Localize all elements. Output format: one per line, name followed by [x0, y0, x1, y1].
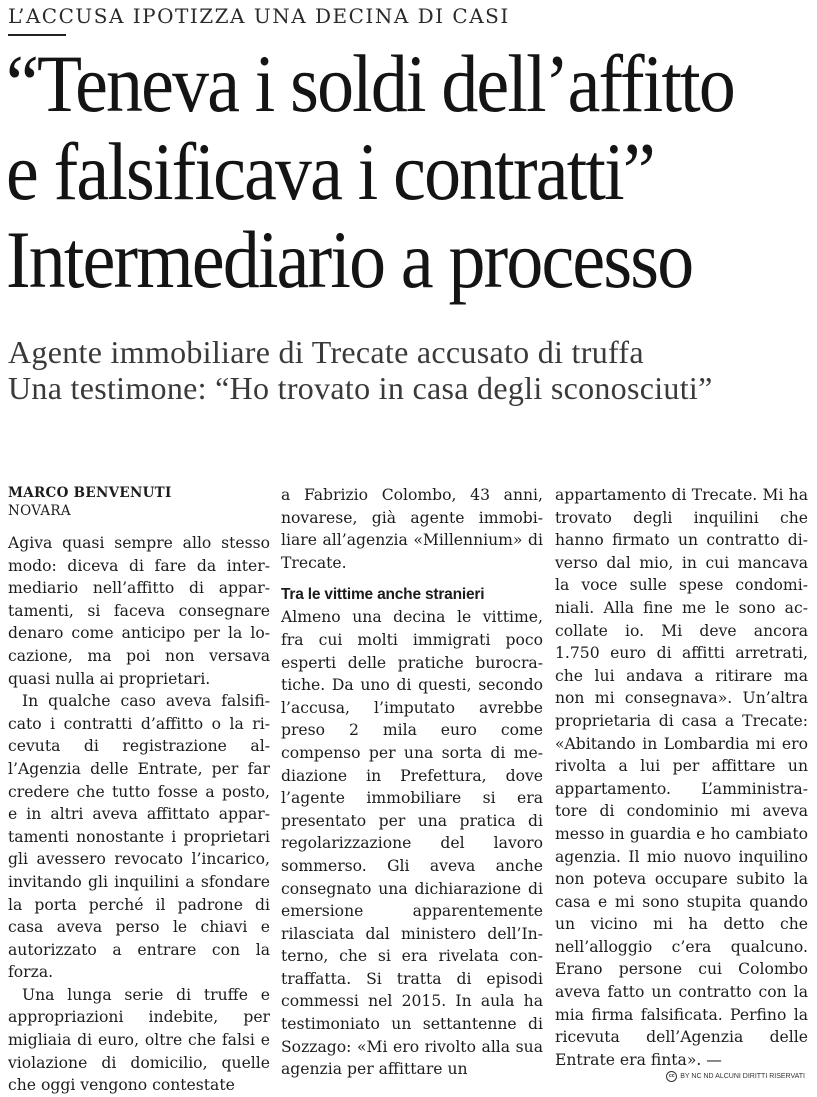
headline-line-3: Intermediario a processo [6, 214, 693, 305]
paragraph-4: a Fabrizio Colombo, 43 anni, novarese, già agente immobiliare all’agenzia «Millennium» di Trecate. [281, 486, 543, 572]
paragraph-2: In qualche caso aveva falsificato i contratti d’affitto o la ricevuta di registrazione all’Agenzia delle Entrate, per far credere che tutto fosse a posto, e in altri aveva affittato appartamenti nonostante i proprietari gli avessero revocato l’incarico, invitando gli inquilini a sfondare la porta perché il padrone di casa aveva perso le chiavi e autorizzato a entrare con la forza. [8, 692, 270, 982]
headline-line-2: e falsificava i contratti” [6, 126, 654, 217]
paragraph-3: Una lunga serie di truffe e appropriazioni indebite, per migliaia di euro, oltre che falsi e violazione di domicilio, quelle che oggi vengono contestate [8, 985, 270, 1095]
headline [6, 38, 734, 305]
byline-author: MARCO BENVENUTI [8, 485, 172, 501]
headline-line-1: “Teneva i soldi dell’affitto [6, 38, 734, 129]
article-column-2 [281, 484, 543, 1081]
subhead-line-2: Una testimone: “Ho trovato in casa degli sconosciuti” [8, 370, 713, 406]
section-subheading: Tra le vittime anche stranieri [281, 586, 485, 604]
subhead [8, 334, 813, 406]
article-column-3 [555, 484, 808, 1071]
byline-city: NOVARA [8, 503, 71, 519]
kicker-rule [8, 34, 66, 36]
paragraph-5: Almeno una decina le vittime, fra cui molti immigrati poco esperti delle pratiche burocratiche. Da uno di questi, secondo l’accusa, l’imputato avrebbe preso 2 mila euro come compenso per una sorta di mediazione in Prefettura, dove l’agente immobiliare si era presentato per una pratica di regolarizzazione del lavoro sommerso. Gli aveva anche consegnato una dichiarazione di emersione apparentemente rilasciata dal ministero dell’Interno, che si era rivelata contraffatta. Si tratta di episodi commessi nel 2015. In aula ha testimoniato un settantenne di Sozzago: «Mi ero rivolto alla sua agenzia per affittare un [281, 608, 543, 1079]
article-column-1 [8, 484, 270, 1097]
license-notice [666, 1071, 805, 1082]
paragraph-1: Agiva quasi sempre allo stesso modo: diceva di fare da intermediario nell’affitto di appartamenti, si faceva consegnare denaro come anticipo per la locazione, ma poi non versava quasi nulla ai proprietari. [8, 534, 270, 688]
license-text: BY NC ND ALCUNI DIRITTI RISERVATI [680, 1073, 805, 1080]
kicker: L’ACCUSA IPOTIZZA UNA DECINA DI CASI [8, 4, 510, 28]
subhead-line-1: Agente immobiliare di Trecate accusato di truffa [8, 334, 644, 370]
creative-commons-icon: cc [666, 1071, 677, 1082]
paragraph-6: appartamento di Trecate. Mi ha trovato degli inquilini che hanno firmato un contratto diverso dal mio, in cui mancava la voce sulle spese condominiali. Alla fine me le sono accollate io. Mi deve ancora 1.750 euro di affitti arretrati, che lui andava a ritirare ma non mi consegnava». Un’altra proprietaria di casa a Trecate: «Abitando in Lombardia mi ero rivolta a lui per affittare un appartamento. L’amministratore di condominio mi aveva messo in guardia e ho cambiato agenzia. Il mio nuovo inquilino non poteva occupare subito la casa e mi sono stupita quando un vicino mi ha detto che nell’alloggio c’era qualcuno. Erano persone cui Colombo aveva fatto un contratto con la mia firma falsificata. Perfino la ricevuta dell’Agenzia delle Entrate era finta». — [555, 486, 808, 1069]
